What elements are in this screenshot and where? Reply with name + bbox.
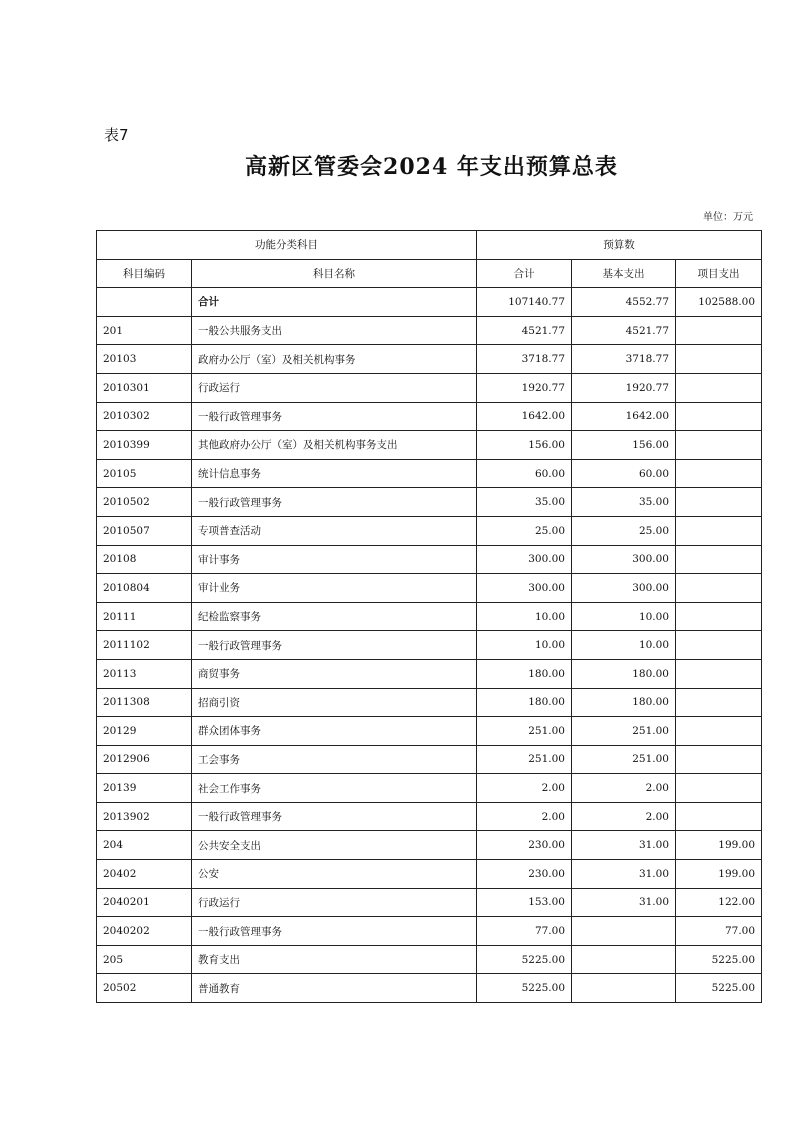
cell-total: 180.00 <box>477 688 572 717</box>
table-row <box>97 774 762 803</box>
cell-project-expenditure <box>676 459 762 488</box>
cell-project-expenditure: 77.00 <box>676 917 762 946</box>
cell-subject-code: 2040202 <box>97 917 192 946</box>
cell-basic-expenditure: 31.00 <box>572 831 676 860</box>
cell-subject-name: 普通教育 <box>192 974 477 1003</box>
cell-subject-code: 20103 <box>97 345 192 374</box>
cell-subject-code: 2040201 <box>97 888 192 917</box>
cell-total: 107140.77 <box>477 288 572 317</box>
cell-basic-expenditure: 300.00 <box>572 545 676 574</box>
cell-project-expenditure <box>676 545 762 574</box>
table-row <box>97 688 762 717</box>
cell-project-expenditure <box>676 631 762 660</box>
header-project-expenditure: 项目支出 <box>676 259 762 288</box>
cell-project-expenditure: 5225.00 <box>676 974 762 1003</box>
table-row <box>97 459 762 488</box>
cell-subject-name: 审计事务 <box>192 545 477 574</box>
header-group-row <box>97 231 762 260</box>
cell-basic-expenditure: 2.00 <box>572 774 676 803</box>
table-row <box>97 717 762 746</box>
cell-subject-name: 一般行政管理事务 <box>192 631 477 660</box>
cell-total: 10.00 <box>477 602 572 631</box>
cell-total: 77.00 <box>477 917 572 946</box>
cell-subject-name: 一般行政管理事务 <box>192 917 477 946</box>
header-budget-amount: 预算数 <box>477 231 762 260</box>
cell-project-expenditure: 102588.00 <box>676 288 762 317</box>
table-row <box>97 745 762 774</box>
cell-subject-name: 一般行政管理事务 <box>192 488 477 517</box>
table-row <box>97 659 762 688</box>
cell-project-expenditure: 5225.00 <box>676 945 762 974</box>
cell-subject-code: 20113 <box>97 659 192 688</box>
cell-basic-expenditure: 156.00 <box>572 431 676 460</box>
cell-subject-code: 2010502 <box>97 488 192 517</box>
header-column-row <box>97 259 762 288</box>
cell-project-expenditure: 122.00 <box>676 888 762 917</box>
cell-basic-expenditure <box>572 974 676 1003</box>
cell-basic-expenditure: 2.00 <box>572 802 676 831</box>
cell-basic-expenditure: 10.00 <box>572 631 676 660</box>
cell-subject-name: 社会工作事务 <box>192 774 477 803</box>
cell-total: 60.00 <box>477 459 572 488</box>
cell-total: 300.00 <box>477 545 572 574</box>
cell-subject-name: 公安 <box>192 860 477 889</box>
cell-subject-code: 2012906 <box>97 745 192 774</box>
cell-project-expenditure <box>676 602 762 631</box>
cell-total: 153.00 <box>477 888 572 917</box>
cell-project-expenditure <box>676 745 762 774</box>
table-row <box>97 545 762 574</box>
cell-project-expenditure <box>676 488 762 517</box>
cell-basic-expenditure: 180.00 <box>572 659 676 688</box>
cell-project-expenditure <box>676 345 762 374</box>
table-row <box>97 974 762 1003</box>
cell-total: 180.00 <box>477 659 572 688</box>
cell-basic-expenditure: 180.00 <box>572 688 676 717</box>
cell-basic-expenditure: 251.00 <box>572 745 676 774</box>
table-row <box>97 516 762 545</box>
cell-basic-expenditure: 60.00 <box>572 459 676 488</box>
cell-subject-name: 群众团体事务 <box>192 717 477 746</box>
table-row <box>97 602 762 631</box>
cell-subject-name: 审计业务 <box>192 574 477 603</box>
cell-subject-code <box>97 288 192 317</box>
budget-table <box>96 230 762 1003</box>
cell-basic-expenditure: 1642.00 <box>572 402 676 431</box>
cell-basic-expenditure: 10.00 <box>572 602 676 631</box>
cell-subject-name: 行政运行 <box>192 888 477 917</box>
cell-subject-name: 其他政府办公厅（室）及相关机构事务支出 <box>192 431 477 460</box>
cell-basic-expenditure: 1920.77 <box>572 373 676 402</box>
cell-subject-name: 政府办公厅（室）及相关机构事务 <box>192 345 477 374</box>
cell-subject-name: 一般行政管理事务 <box>192 402 477 431</box>
table-row <box>97 945 762 974</box>
cell-basic-expenditure: 300.00 <box>572 574 676 603</box>
cell-subject-code: 2010804 <box>97 574 192 603</box>
cell-project-expenditure <box>676 774 762 803</box>
cell-basic-expenditure: 4552.77 <box>572 288 676 317</box>
table-row-total <box>97 288 762 317</box>
table-row <box>97 574 762 603</box>
cell-total: 1642.00 <box>477 402 572 431</box>
cell-total: 230.00 <box>477 860 572 889</box>
cell-subject-code: 20402 <box>97 860 192 889</box>
cell-basic-expenditure: 35.00 <box>572 488 676 517</box>
cell-basic-expenditure <box>572 917 676 946</box>
cell-total: 251.00 <box>477 717 572 746</box>
cell-subject-code: 205 <box>97 945 192 974</box>
cell-subject-code: 20129 <box>97 717 192 746</box>
cell-subject-code: 2010507 <box>97 516 192 545</box>
cell-subject-code: 2011308 <box>97 688 192 717</box>
cell-subject-code: 20111 <box>97 602 192 631</box>
cell-basic-expenditure: 251.00 <box>572 717 676 746</box>
header-total: 合计 <box>477 259 572 288</box>
cell-subject-code: 2010301 <box>97 373 192 402</box>
cell-project-expenditure <box>676 316 762 345</box>
cell-basic-expenditure <box>572 945 676 974</box>
cell-subject-name: 纪检监察事务 <box>192 602 477 631</box>
table-row <box>97 860 762 889</box>
cell-subject-code: 204 <box>97 831 192 860</box>
cell-basic-expenditure: 25.00 <box>572 516 676 545</box>
cell-subject-name: 商贸事务 <box>192 659 477 688</box>
cell-total: 1920.77 <box>477 373 572 402</box>
table-row <box>97 316 762 345</box>
cell-project-expenditure <box>676 431 762 460</box>
header-subject-name: 科目名称 <box>192 259 477 288</box>
cell-total: 251.00 <box>477 745 572 774</box>
cell-subject-name: 公共安全支出 <box>192 831 477 860</box>
table-row <box>97 488 762 517</box>
cell-project-expenditure <box>676 802 762 831</box>
cell-basic-expenditure: 31.00 <box>572 888 676 917</box>
cell-subject-code: 20105 <box>97 459 192 488</box>
cell-subject-name: 招商引资 <box>192 688 477 717</box>
cell-total: 35.00 <box>477 488 572 517</box>
cell-basic-expenditure: 4521.77 <box>572 316 676 345</box>
cell-project-expenditure <box>676 717 762 746</box>
cell-project-expenditure <box>676 373 762 402</box>
table-header <box>97 231 762 288</box>
header-subject-code: 科目编码 <box>97 259 192 288</box>
cell-subject-name: 一般公共服务支出 <box>192 316 477 345</box>
table-row <box>97 345 762 374</box>
cell-project-expenditure <box>676 402 762 431</box>
page-title: 高新区管委会2024 年支出预算总表 <box>245 154 618 180</box>
cell-project-expenditure: 199.00 <box>676 831 762 860</box>
cell-subject-name: 一般行政管理事务 <box>192 802 477 831</box>
table-row <box>97 431 762 460</box>
header-basic-expenditure: 基本支出 <box>572 259 676 288</box>
cell-subject-code: 2010302 <box>97 402 192 431</box>
cell-subject-name: 合计 <box>192 288 477 317</box>
cell-subject-code: 20108 <box>97 545 192 574</box>
cell-subject-name: 工会事务 <box>192 745 477 774</box>
cell-subject-code: 20139 <box>97 774 192 803</box>
cell-total: 25.00 <box>477 516 572 545</box>
cell-project-expenditure <box>676 659 762 688</box>
cell-subject-code: 2010399 <box>97 431 192 460</box>
table-row <box>97 917 762 946</box>
cell-subject-name: 统计信息事务 <box>192 459 477 488</box>
cell-project-expenditure: 199.00 <box>676 860 762 889</box>
cell-subject-name: 专项普查活动 <box>192 516 477 545</box>
table-row <box>97 888 762 917</box>
cell-subject-code: 2011102 <box>97 631 192 660</box>
table-row <box>97 402 762 431</box>
cell-project-expenditure <box>676 688 762 717</box>
cell-project-expenditure <box>676 516 762 545</box>
cell-basic-expenditure: 31.00 <box>572 860 676 889</box>
cell-subject-name: 行政运行 <box>192 373 477 402</box>
cell-total: 2.00 <box>477 802 572 831</box>
table-row <box>97 631 762 660</box>
cell-total: 3718.77 <box>477 345 572 374</box>
cell-total: 5225.00 <box>477 945 572 974</box>
cell-subject-code: 20502 <box>97 974 192 1003</box>
cell-total: 5225.00 <box>477 974 572 1003</box>
cell-total: 230.00 <box>477 831 572 860</box>
table-row <box>97 831 762 860</box>
cell-total: 4521.77 <box>477 316 572 345</box>
cell-subject-code: 2013902 <box>97 802 192 831</box>
unit-note: 单位：万元 <box>703 212 753 223</box>
cell-total: 156.00 <box>477 431 572 460</box>
cell-subject-code: 201 <box>97 316 192 345</box>
cell-total: 2.00 <box>477 774 572 803</box>
table-row <box>97 373 762 402</box>
cell-total: 10.00 <box>477 631 572 660</box>
table-row <box>97 802 762 831</box>
cell-project-expenditure <box>676 574 762 603</box>
table-number-label: 表7 <box>104 126 129 144</box>
table-body <box>97 288 762 1003</box>
cell-basic-expenditure: 3718.77 <box>572 345 676 374</box>
cell-total: 300.00 <box>477 574 572 603</box>
cell-subject-name: 教育支出 <box>192 945 477 974</box>
header-functional-classification: 功能分类科目 <box>97 231 477 260</box>
